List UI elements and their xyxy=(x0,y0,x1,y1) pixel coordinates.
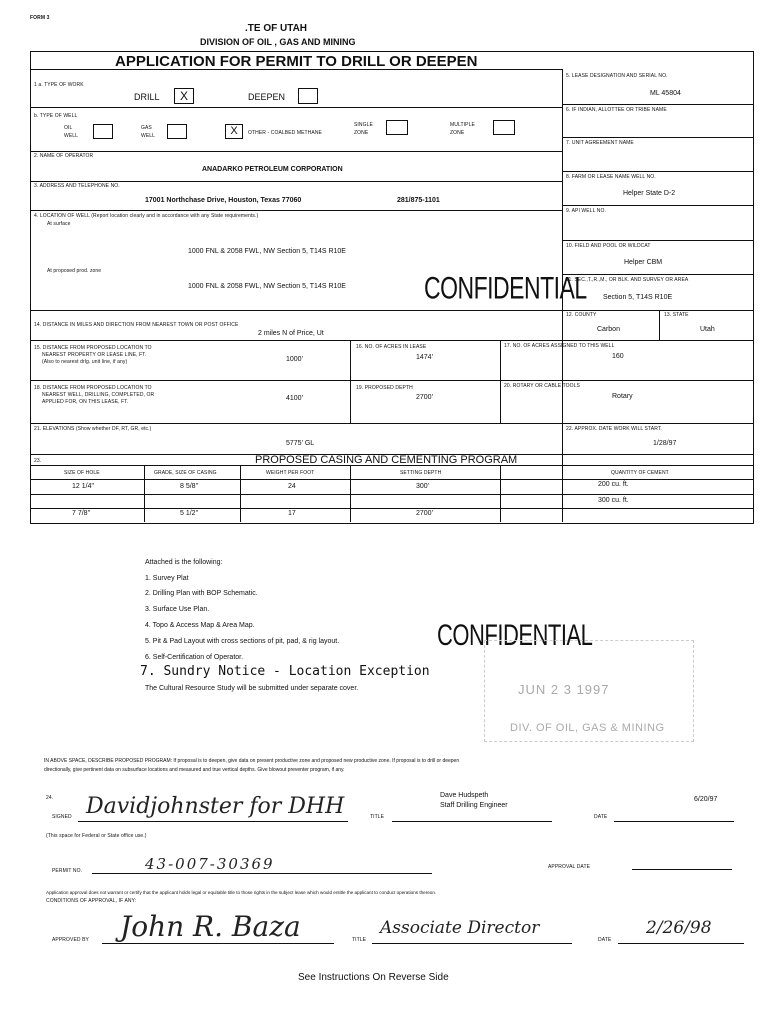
field-pool-value: Helper CBM xyxy=(624,259,663,266)
casing-header-weight: WEIGHT PER FOOT xyxy=(266,470,315,476)
casing-header-grade: GRADE, SIZE OF CASING xyxy=(154,470,217,476)
table-cell: 12 1/4" xyxy=(72,483,94,490)
surface-label: At surface xyxy=(47,221,71,227)
approval-disclaimer: Application approval does not warrant or certify that the applicant holds legal or equitable title to those rights in the subject lease which would entitle the applicant to conduct operations thereon. xyxy=(46,890,437,895)
date-label: DATE xyxy=(594,814,608,820)
list-item: 2. Drilling Plan with BOP Schematic. xyxy=(145,590,258,597)
elevations-value: 5775' GL xyxy=(286,440,315,447)
field-pool-label: 10. FIELD AND POOL OR WILDCAT xyxy=(566,243,651,249)
table-cell: 8 5/8" xyxy=(180,483,199,490)
proposed-depth-value: 2700' xyxy=(416,394,433,401)
acres-lease-label: 16. NO. OF ACRES IN LEASE xyxy=(356,344,427,350)
item-24-number: 24. xyxy=(46,795,54,801)
signed-date: 6/20/97 xyxy=(694,796,718,803)
gas-well-label-2: WELL xyxy=(141,133,156,139)
table-cell: 5 1/2" xyxy=(180,510,199,517)
list-item: 3. Surface Use Plan. xyxy=(145,606,210,613)
confidential-mark: CONFIDENTIAL xyxy=(424,270,587,306)
stamp-date: JUN 2 3 1997 xyxy=(518,682,610,697)
division-title: DIVISION OF OIL , GAS AND MINING xyxy=(200,37,356,47)
other-checkbox[interactable]: X xyxy=(225,124,243,139)
county-label: 12. COUNTY xyxy=(566,312,597,318)
deepen-label: DEEPEN xyxy=(248,92,286,102)
signer-title: Staff Drilling Engineer xyxy=(440,802,508,809)
approval-date: 2/26/98 xyxy=(646,918,712,938)
form-number: FORM 3 xyxy=(30,15,50,21)
state-title: .TE OF UTAH xyxy=(245,23,308,34)
table-cell: 24 xyxy=(288,483,296,490)
approval-date-label: APPROVAL DATE xyxy=(548,864,591,870)
address-value: 17001 Northchase Drive, Houston, Texas 77060 xyxy=(145,197,302,204)
distance-well-label-2: NEAREST WELL, DRILLING, COMPLETED, OR xyxy=(42,392,155,398)
acres-assigned-label: 17. NO. OF ACRES ASSIGNED TO THIS WELL xyxy=(504,343,615,349)
table-cell: 7 7/8" xyxy=(72,510,91,517)
deepen-checkbox[interactable] xyxy=(298,88,318,104)
signer-name: Dave Hudspeth xyxy=(440,792,489,799)
state-value: Utah xyxy=(700,326,715,333)
lease-designation-value: ML 45804 xyxy=(650,90,681,97)
single-zone-label-2: ZONE xyxy=(354,130,369,136)
operator-label: 2. NAME OF OPERATOR xyxy=(34,153,94,159)
approved-by-label: APPROVED BY xyxy=(52,937,89,943)
prod-zone-label: At proposed prod. zone xyxy=(47,268,102,274)
distance-lease-value: 1000' xyxy=(286,356,303,363)
table-cell: 2700' xyxy=(416,510,433,517)
distance-well-label: 18. DISTANCE FROM PROPOSED LOCATION TO xyxy=(34,385,152,391)
farm-lease-value: Helper State D-2 xyxy=(623,190,676,197)
other-label: OTHER - COALBED METHANE xyxy=(248,130,322,136)
table-cell: 200 cu. ft. xyxy=(598,481,629,488)
distance-lease-label: 15. DISTANCE FROM PROPOSED LOCATION TO xyxy=(34,345,152,351)
approver-title-label: TITLE xyxy=(352,937,367,943)
approx-date-label: 22. APPROX. DATE WORK WILL START. xyxy=(566,426,662,432)
gas-well-checkbox[interactable] xyxy=(167,124,187,139)
distance-lease-label-2: NEAREST PROPERTY OR LEASE LINE, FT. xyxy=(42,352,147,358)
unit-agreement-label: 7. UNIT AGREEMENT NAME xyxy=(566,140,634,146)
attached-intro: Attached is the following: xyxy=(145,559,223,566)
single-zone-label: SINGLE xyxy=(354,122,373,128)
list-item: 4. Topo & Access Map & Area Map. xyxy=(145,622,255,629)
elevations-label: 21. ELEVATIONS (Show whether DF, RT, GR, etc.) xyxy=(34,426,152,432)
sec-twp-value: Section 5, T14S R10E xyxy=(603,294,673,301)
table-cell: 300' xyxy=(416,483,430,490)
list-item: 5. Pit & Pad Layout with cross sections of pit, pad, & rig layout. xyxy=(145,638,340,645)
casing-header-hole: SIZE OF HOLE xyxy=(64,470,100,476)
form-title: APPLICATION FOR PERMIT TO DRILL OR DEEPEN xyxy=(115,53,478,70)
proposed-depth-label: 19. PROPOSED DEPTH xyxy=(356,385,413,391)
federal-note: (This space for Federal or State office use.) xyxy=(46,833,147,839)
acres-lease-value: 1474' xyxy=(416,354,433,361)
operator-value: ANADARKO PETROLEUM CORPORATION xyxy=(202,166,343,173)
approx-date-value: 1/28/97 xyxy=(653,440,677,447)
oil-well-label-2: WELL xyxy=(64,133,79,139)
approval-date-label-2: DATE xyxy=(598,937,612,943)
operator-signature: Davidjohnster for DHH xyxy=(86,794,345,819)
distance-well-label-3: APPLIED FOR, ON THIS LEASE, FT. xyxy=(42,399,129,405)
address-label: 3. ADDRESS AND TELEPHONE NO. xyxy=(34,183,120,189)
phone-value: 281/875-1101 xyxy=(397,197,440,204)
above-space-text: IN ABOVE SPACE, DESCRIBE PROPOSED PROGRAM: If proposal is to deepen, give data on present productive zone and proposed new productive zone. If proposal is to drill or deepen xyxy=(44,758,460,764)
multiple-zone-label: MULTIPLE xyxy=(450,122,475,128)
casing-title: PROPOSED CASING AND CEMENTING PROGRAM xyxy=(255,454,518,466)
drill-label: DRILL xyxy=(134,92,160,102)
county-value: Carbon xyxy=(597,326,620,333)
stamp-division: DIV. OF OIL, GAS & MINING xyxy=(510,722,665,734)
distance-town-label: 14. DISTANCE IN MILES AND DIRECTION FROM NEAREST TOWN OR POST OFFICE xyxy=(34,322,239,328)
distance-town-value: 2 miles N of Price, Ut xyxy=(258,330,324,337)
state-label: 13. STATE xyxy=(664,312,689,318)
list-item-typed: 7. Sundry Notice - Location Exception xyxy=(140,664,430,679)
type-of-work-label: 1 a. TYPE OF WORK xyxy=(34,82,84,88)
prod-zone-location: 1000 FNL & 2058 FWL, NW Section 5, T14S R10E xyxy=(188,283,346,290)
table-cell: 300 cu. ft. xyxy=(598,497,629,504)
multiple-zone-label-2: ZONE xyxy=(450,130,465,136)
lease-designation-label: 5. LEASE DESIGNATION AND SERIAL NO. xyxy=(566,73,668,79)
casing-header-cement: QUANTITY OF CEMENT xyxy=(611,470,669,476)
distance-well-value: 4100' xyxy=(286,395,303,402)
gas-well-label: GAS xyxy=(141,125,152,131)
cultural-note: The Cultural Resource Study will be submitted under separate cover. xyxy=(145,685,359,692)
type-of-well-label: b. TYPE OF WELL xyxy=(34,113,78,119)
permit-label: PERMIT NO. xyxy=(52,868,83,874)
confidential-mark-2: CONFIDENTIAL xyxy=(437,618,593,652)
casing-header-depth: SETTING DEPTH xyxy=(400,470,442,476)
list-item: 6. Self-Certification of Operator. xyxy=(145,654,244,661)
approver-title: Associate Director xyxy=(380,918,540,938)
distance-lease-label-3: (Also to nearest drlg. unit line, if any) xyxy=(42,359,128,365)
indian-allottee-label: 6. IF INDIAN, ALLOTTEE OR TRIBE NAME xyxy=(566,107,667,113)
oil-well-checkbox[interactable] xyxy=(93,124,113,139)
rotary-cable-label: 20. ROTARY OR CABLE TOOLS xyxy=(504,383,580,389)
casing-number: 23. xyxy=(34,458,42,464)
title-label: TITLE xyxy=(370,814,385,820)
acres-assigned-value: 160 xyxy=(612,353,624,360)
drill-checkbox[interactable]: X xyxy=(174,88,194,104)
conditions-label: CONDITIONS OF APPROVAL, IF ANY: xyxy=(46,898,137,904)
location-label: 4. LOCATION OF WELL (Report location clearly and in accordance with any State requirements.) xyxy=(34,213,259,219)
approver-signature: John R. Baza xyxy=(120,910,301,943)
multiple-zone-checkbox[interactable] xyxy=(493,120,515,135)
single-zone-checkbox[interactable] xyxy=(386,120,408,135)
api-well-label: 9. API WELL NO. xyxy=(566,208,606,214)
surface-location: 1000 FNL & 2058 FWL, NW Section 5, T14S R10E xyxy=(188,248,346,255)
sec-twp-label: 11. SEC.,T.,R.,M., OR BLK. AND SURVEY OR AREA xyxy=(566,277,689,283)
table-cell: 17 xyxy=(288,510,296,517)
above-space-text-2: directionally, give pertinent data on subsurface locations and measured and true vertical depths. Give blowout preventer program, if any. xyxy=(44,767,345,773)
signed-label: SIGNED xyxy=(52,814,72,820)
farm-lease-label: 8. FARM OR LEASE NAME WELL NO. xyxy=(566,174,656,180)
footer-instructions: See Instructions On Reverse Side xyxy=(298,972,449,983)
oil-well-label: OIL xyxy=(64,125,73,131)
permit-number: 43-007-30369 xyxy=(145,855,275,873)
list-item: 1. Survey Plat xyxy=(145,575,189,582)
rotary-cable-value: Rotary xyxy=(612,393,633,400)
